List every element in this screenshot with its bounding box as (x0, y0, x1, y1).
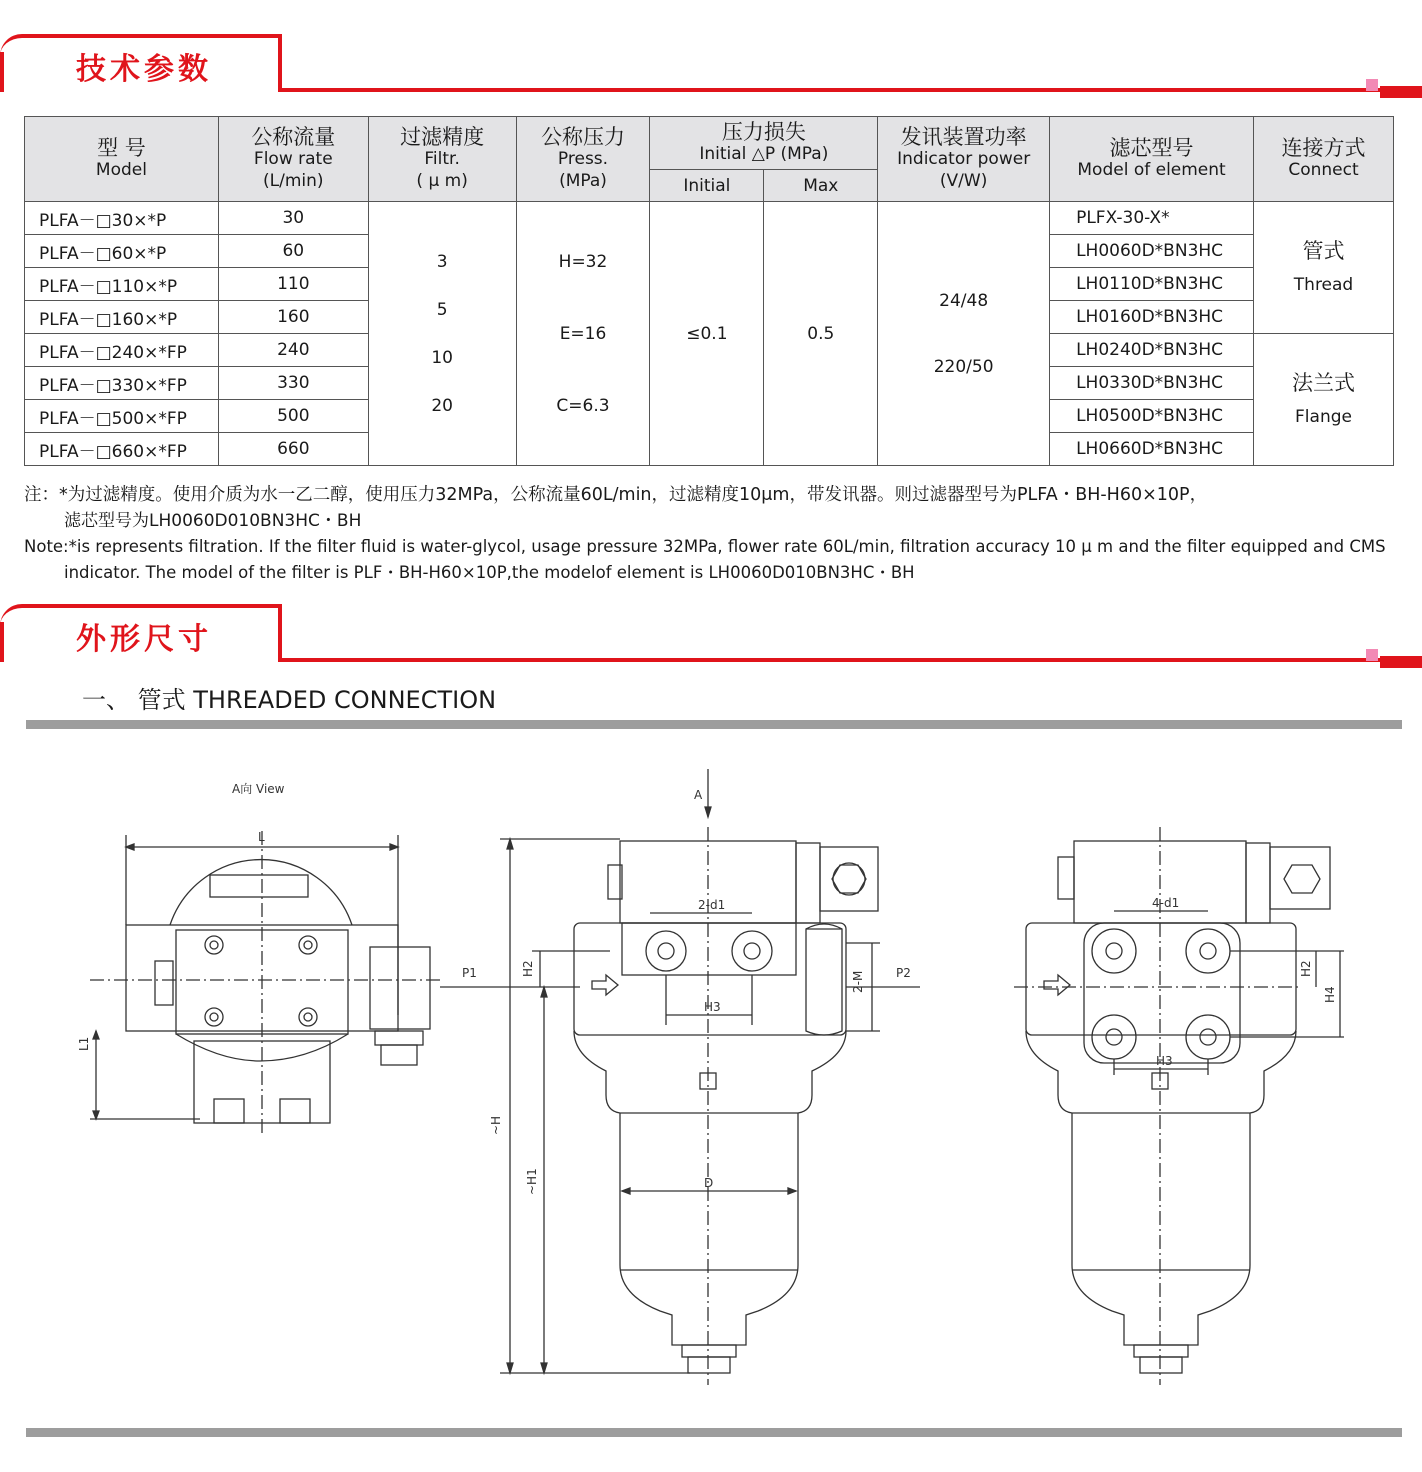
section-tab-edge (0, 622, 4, 662)
model-cell: PLFA－□500×*FP (25, 400, 219, 433)
flow-cell: 500 (218, 400, 368, 433)
header-connect: 连接方式 Connect (1254, 117, 1394, 202)
element-cell: LH0330D*BN3HC (1050, 367, 1254, 400)
model-cell: PLFA－□240×*FP (25, 334, 219, 367)
header-indicator: 发讯装置功率 Indicator power (V/W) (878, 117, 1050, 202)
port-P1-label: P1 (462, 966, 477, 980)
side-view-drawing (1014, 827, 1344, 1385)
note-en-line1: Note:*is represents filtration. If the filter fluid is water-glycol, usage pressure 32MPa, flower rate 60L/min, filtration accuracy 10 μ m and the filter equipped and CMS (24, 537, 1386, 556)
model-cell: PLFA－□30×*P (25, 202, 219, 235)
element-cell: LH0500D*BN3HC (1050, 400, 1254, 433)
model-cell: PLFA－□330×*FP (25, 367, 219, 400)
element-cell: LH0660D*BN3HC (1050, 433, 1254, 466)
filtration-value: 10 (431, 347, 453, 368)
note-en-line2: indicator. The model of the filter is PLF・BH-H60×10P,the modelof element is LH0060D010BN3HC・BH (64, 563, 915, 582)
dim-D-label: D (704, 1176, 714, 1190)
flow-cell: 240 (218, 334, 368, 367)
section-accent-square (1366, 649, 1378, 661)
dim-H3-label-side: H3 (1156, 1054, 1173, 1068)
dim-H1-label: ~H1 (525, 1168, 539, 1195)
section-tab-edge (0, 52, 4, 92)
connect-flange-zh: 法兰式 (1292, 370, 1356, 395)
filtration-cell (368, 202, 516, 466)
section-accent-square (1366, 79, 1378, 91)
header-loss-initial: Initial (650, 170, 764, 202)
element-cell: LH0240D*BN3HC (1050, 334, 1254, 367)
element-cell: PLFX-30-X* (1050, 202, 1254, 235)
spec-table (24, 116, 1394, 466)
technical-drawing (0, 735, 1422, 1425)
model-cell: PLFA－□110×*P (25, 268, 219, 301)
flow-cell: 330 (218, 367, 368, 400)
header-flow: 公称流量 Flow rate (L/min) (218, 117, 368, 202)
pressure-value: E=16 (559, 323, 607, 344)
element-cell: LH0160D*BN3HC (1050, 301, 1254, 334)
connect-thread-cell (1254, 202, 1394, 334)
loss-max-cell: 0.5 (764, 202, 878, 466)
indicator-cell (878, 202, 1050, 466)
connect-flange-en: Flange (1295, 406, 1352, 427)
element-cell: LH0110D*BN3HC (1050, 268, 1254, 301)
header-model: 型 号 Model (25, 117, 219, 202)
indicator-value: 220/50 (933, 356, 994, 377)
note-zh-line1: 注：*为过滤精度。使用介质为水一乙二醇，使用压力32MPa，公称流量60L/min，过滤精度10μm，带发讯器。则过滤器型号为PLFA・BH-H60×10P， (24, 485, 1208, 505)
section-title: 技术参数 (76, 52, 212, 87)
note-zh-line2: 滤芯型号为LH0060D010BN3HC・BH (64, 511, 362, 531)
dim-L1-label: L1 (77, 1036, 91, 1051)
header-element: 滤芯型号 Model of element (1050, 117, 1254, 202)
flow-cell: 60 (218, 235, 368, 268)
filtration-value: 20 (431, 395, 453, 416)
header-loss-max: Max (764, 170, 878, 202)
dim-H2-label-side: H2 (1299, 960, 1313, 977)
dim-H2-label: H2 (521, 960, 535, 977)
flow-cell: 660 (218, 433, 368, 466)
header-row (25, 117, 1394, 170)
flow-cell: 30 (218, 202, 368, 235)
section-header-dimensions (0, 604, 1422, 674)
dim-H4-label: H4 (1323, 986, 1337, 1003)
filtration-value: 5 (436, 299, 448, 320)
pressure-cell (516, 202, 650, 466)
section-end-bar (1380, 656, 1422, 668)
subsection-title: 一、 管式 THREADED CONNECTION (82, 686, 497, 714)
view-label: A向 View (232, 782, 285, 796)
divider-bar-top (26, 720, 1402, 729)
filtration-value: 3 (436, 251, 448, 272)
section-end-bar (1380, 86, 1422, 98)
connect-flange-cell (1254, 334, 1394, 466)
pressure-value: C=6.3 (556, 395, 610, 416)
flow-cell: 110 (218, 268, 368, 301)
dim-L-label: L (258, 830, 265, 844)
section-rule (280, 658, 1380, 662)
dim-4d1-label: 4-d1 (1152, 896, 1180, 910)
model-cell: PLFA－□660×*FP (25, 433, 219, 466)
port-P2-label: P2 (896, 966, 911, 980)
top-view-drawing (77, 782, 440, 1135)
loss-initial-cell: ≤0.1 (650, 202, 764, 466)
indicator-value: 24/48 (939, 290, 989, 311)
model-cell: PLFA－□60×*P (25, 235, 219, 268)
header-pressure: 公称压力 Press. (MPa) (516, 117, 650, 202)
element-cell: LH0060D*BN3HC (1050, 235, 1254, 268)
dim-d1-label: 2-d1 (698, 898, 726, 912)
section-rule (280, 88, 1380, 92)
connect-thread-zh: 管式 (1302, 238, 1345, 263)
header-filtration: 过滤精度 Filtr. ( μ m) (368, 117, 516, 202)
flow-cell: 160 (218, 301, 368, 334)
model-cell: PLFA－□160×*P (25, 301, 219, 334)
pressure-value: H=32 (558, 251, 608, 272)
view-A-label: A (694, 788, 703, 802)
section-header-tech-params (0, 34, 1422, 104)
dim-H3-label: H3 (704, 1000, 721, 1014)
dim-H-label: ~H (489, 1115, 503, 1135)
section-title: 外形尺寸 (76, 622, 212, 657)
header-pressure-loss: 压力损失 Initial △P (MPa) (650, 117, 878, 170)
dim-M-label: 2-M (851, 970, 865, 993)
table-row (25, 202, 1394, 235)
front-view-drawing (440, 769, 920, 1385)
divider-bar-bottom (26, 1428, 1402, 1437)
connect-thread-en: Thread (1293, 274, 1354, 295)
